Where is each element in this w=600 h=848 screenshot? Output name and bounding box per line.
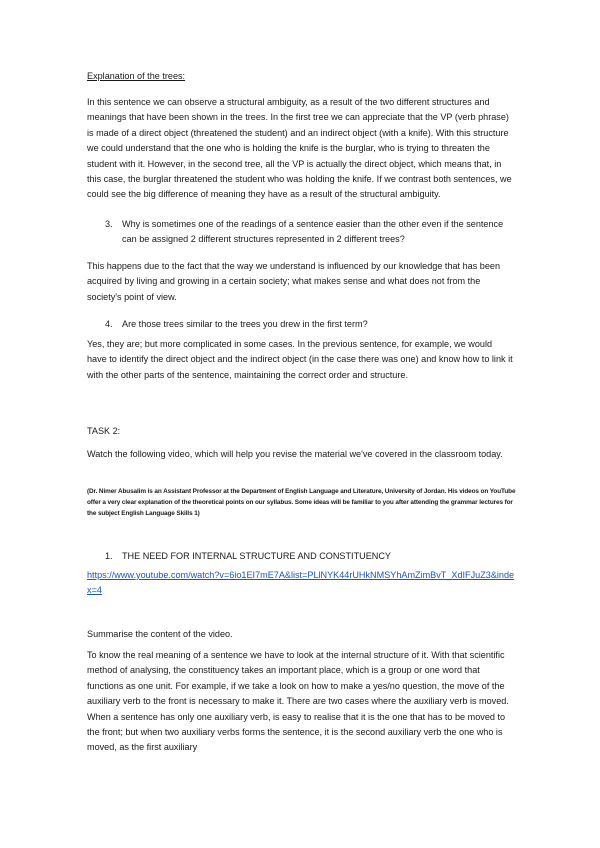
list-number: 3.: [105, 219, 113, 229]
paragraph-explanation: In this sentence we can observe a structural ambiguity, as a result of the two different structures and meanings that have been shown in the trees. In the first tree we can appreciate that the VP (verb phrase) is made of a direct object (threatened the student) and an indirect object (with a knife). With this structure we could understand that the one who is holding the knife is the burglar, who is trying to threaten the student with it. However, in the second tree, all the VP is actually the direct object, which means that, in this case, the burglar threatened the student who was holding the knife. If we contrast both sentences, we could see the big difference of meaning they have as a result of the structural ambiguity.: [87, 97, 512, 200]
list-text: Why is sometimes one of the readings of a sentence easier than the other even if the sentence can be assigned 2 different structures represented in 2 different trees?: [122, 219, 504, 245]
video-link[interactable]: https://www.youtube.com/watch?v=6io1EI7mE7A&list=PLlNYK44rUHkNMSYhAmZimBvT_XdIFJuZ3&index=4: [87, 570, 515, 596]
paragraph-answer-4: Yes, they are; but more complicated in some cases. In the previous sentence, for example, we would have to identify the direct object and the indirect object (in the case there was one) and know how to link it with the other parts of the sentence, maintaining the correct order and structure.: [87, 339, 513, 380]
list-text: THE NEED FOR INTERNAL STRUCTURE AND CONSTITUENCY: [122, 551, 391, 561]
paragraph-summary: To know the real meaning of a sentence we have to look at the internal structure of it. With that scientific method of analysing, the constituency takes an important place, which is a group or one word that functions as one unit. For example, if we take a look on how to make a yes/no question, the move of the auxiliary verb to the front is necessary to make it. There are two cases where the auxiliary verb is moved. When a sentence has only one auxiliary verb, is easy to realise that it is the one that has to be moved to the front; but when two auxiliary verbs forms the sentence, it is the second auxiliary verb the one who is moved, as the first auxiliary: [87, 650, 509, 753]
list-text: Are those trees similar to the trees you drew in the first term?: [122, 319, 368, 329]
task-heading: TASK 2:: [87, 426, 121, 436]
author-note: (Dr. Nimer Abusalim is an Assistant Professor at the Department of English Language and Literature, University of Jordan. His videos on YouTube offer a very clear explanation of the theoretical points on our syllabus. Some ideas will be familiar to you after attending the grammar lectures for the subject English Language Skills 1): [87, 488, 516, 518]
list-number: 1.: [105, 551, 113, 561]
paragraph-task-instructions: Watch the following video, which will help you revise the material we've covered in the classroom today.: [87, 449, 503, 459]
summary-prompt: Summarise the content of the video.: [87, 629, 233, 639]
section-heading: Explanation of the trees:: [87, 71, 186, 81]
list-number: 4.: [105, 319, 113, 329]
paragraph-answer-3: This happens due to the fact that the way we understand is influenced by our knowledge that has been acquired by living and growing in a certain society; what makes sense and what does not from the society's point of view.: [87, 261, 501, 302]
